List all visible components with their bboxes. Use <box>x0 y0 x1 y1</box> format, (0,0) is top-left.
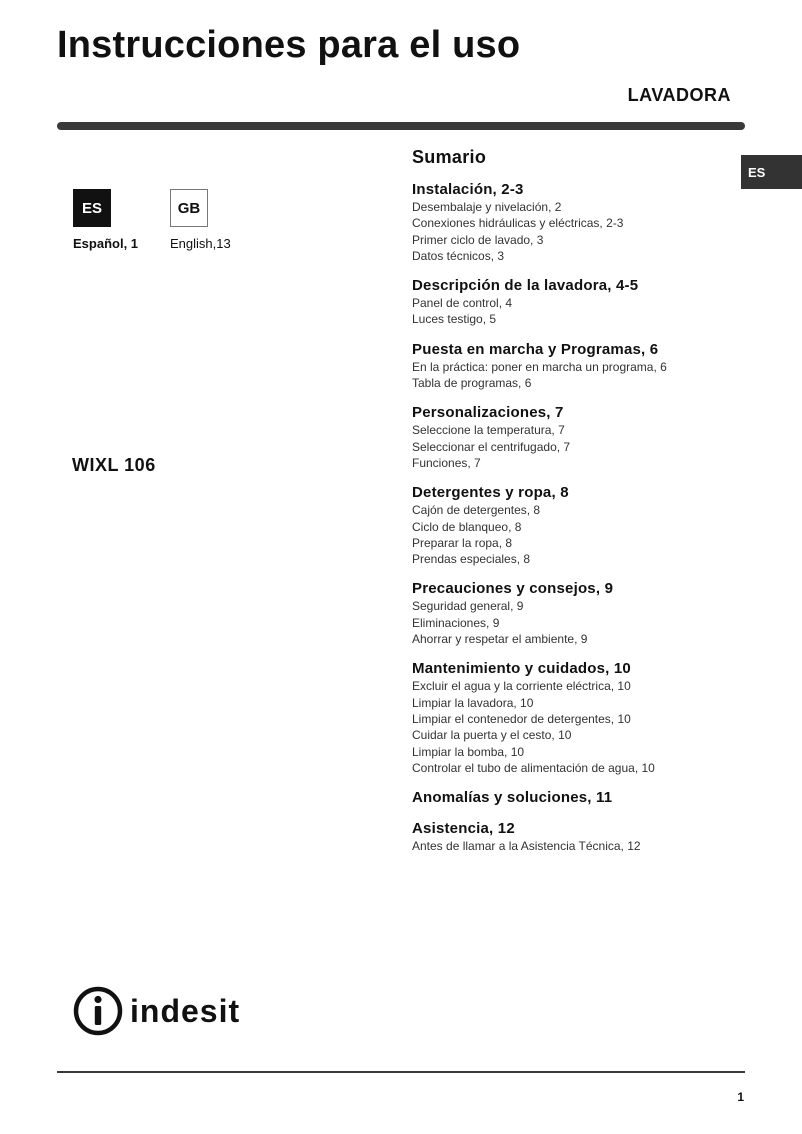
language-label-gb: English,13 <box>170 236 231 251</box>
toc-entry: Ahorrar y respetar el ambiente, 9 <box>412 632 588 647</box>
toc-section-title: Instalación, 2-3 <box>412 181 524 198</box>
toc-entry: Funciones, 7 <box>412 455 481 470</box>
toc-entry: Controlar el tubo de alimentación de agua, 10 <box>412 760 655 775</box>
toc-section <box>412 277 742 328</box>
indesit-logo-icon <box>72 985 124 1037</box>
table-of-contents <box>412 147 742 867</box>
toc-section-title: Personalizaciones, 7 <box>412 404 564 422</box>
toc-title: Sumario <box>412 147 487 167</box>
toc-entry: Cuidar la puerta y el cesto, 10 <box>412 728 572 743</box>
toc-section <box>412 341 742 392</box>
toc-section <box>412 484 742 567</box>
footer-divider <box>57 1071 745 1073</box>
toc-section-title: Descripción de la lavadora, 4-5 <box>412 277 639 295</box>
toc-entry: Conexiones hidráulicas y eléctricas, 2-3 <box>412 216 624 231</box>
toc-section-title: Puesta en marcha y Programas, 6 <box>412 340 659 358</box>
toc-entry: Seguridad general, 9 <box>412 599 524 614</box>
toc-entry: Limpiar el contenedor de detergentes, 10 <box>412 711 631 726</box>
toc-entry: Seleccione la temperatura, 7 <box>412 423 565 438</box>
toc-entry: Excluir el agua y la corriente eléctrica, 10 <box>412 679 631 694</box>
toc-entry: Limpiar la bomba, 10 <box>412 744 525 759</box>
toc-entry: En la práctica: poner en marcha un programa, 6 <box>412 359 667 374</box>
toc-section <box>412 580 742 647</box>
toc-section-title: Precauciones y consejos, 9 <box>412 580 614 598</box>
toc-section <box>412 660 742 776</box>
toc-entry: Primer ciclo de lavado, 3 <box>412 232 544 247</box>
language-code-gb: GB <box>170 189 208 227</box>
language-label-es: Español, 1 <box>73 236 139 251</box>
page-number: 1 <box>737 1090 744 1104</box>
product-type: LAVADORA <box>627 85 731 105</box>
toc-entry: Desembalaje y nivelación, 2 <box>412 200 562 214</box>
toc-section <box>412 820 742 854</box>
toc-section-title: Detergentes y ropa, 8 <box>412 484 569 502</box>
language-es <box>73 189 139 251</box>
toc-entry: Datos técnicos, 3 <box>412 248 505 263</box>
toc-entry: Preparar la ropa, 8 <box>412 535 513 550</box>
language-gb <box>170 189 231 251</box>
toc-entry: Limpiar la lavadora, 10 <box>412 695 534 710</box>
toc-entry: Seleccionar el centrifugado, 7 <box>412 439 571 454</box>
toc-sections <box>412 181 742 854</box>
toc-entry: Eliminaciones, 9 <box>412 615 500 630</box>
brand-name: indesit <box>130 992 241 1029</box>
toc-section-title: Mantenimiento y cuidados, 10 <box>412 660 631 678</box>
header-divider <box>57 122 745 130</box>
page-title: Instrucciones para el uso <box>57 24 521 66</box>
toc-section <box>412 789 742 807</box>
language-code-es: ES <box>73 189 111 227</box>
language-side-tab: ES <box>741 155 802 189</box>
toc-section-title: Asistencia, 12 <box>412 820 515 838</box>
toc-entry: Ciclo de blanqueo, 8 <box>412 519 522 534</box>
toc-entry: Cajón de detergentes, 8 <box>412 503 541 518</box>
toc-entry: Luces testigo, 5 <box>412 312 497 327</box>
toc-entry: Prendas especiales, 8 <box>412 552 531 567</box>
brand-logo <box>72 985 240 1037</box>
model-number: WIXL 106 <box>72 455 156 475</box>
toc-section-title: Anomalías y soluciones, 11 <box>412 789 613 807</box>
toc-entry: Tabla de programas, 6 <box>412 376 532 391</box>
toc-section <box>412 181 742 264</box>
toc-section <box>412 404 742 471</box>
toc-entry: Panel de control, 4 <box>412 296 513 311</box>
toc-entry: Antes de llamar a la Asistencia Técnica, 12 <box>412 839 641 854</box>
